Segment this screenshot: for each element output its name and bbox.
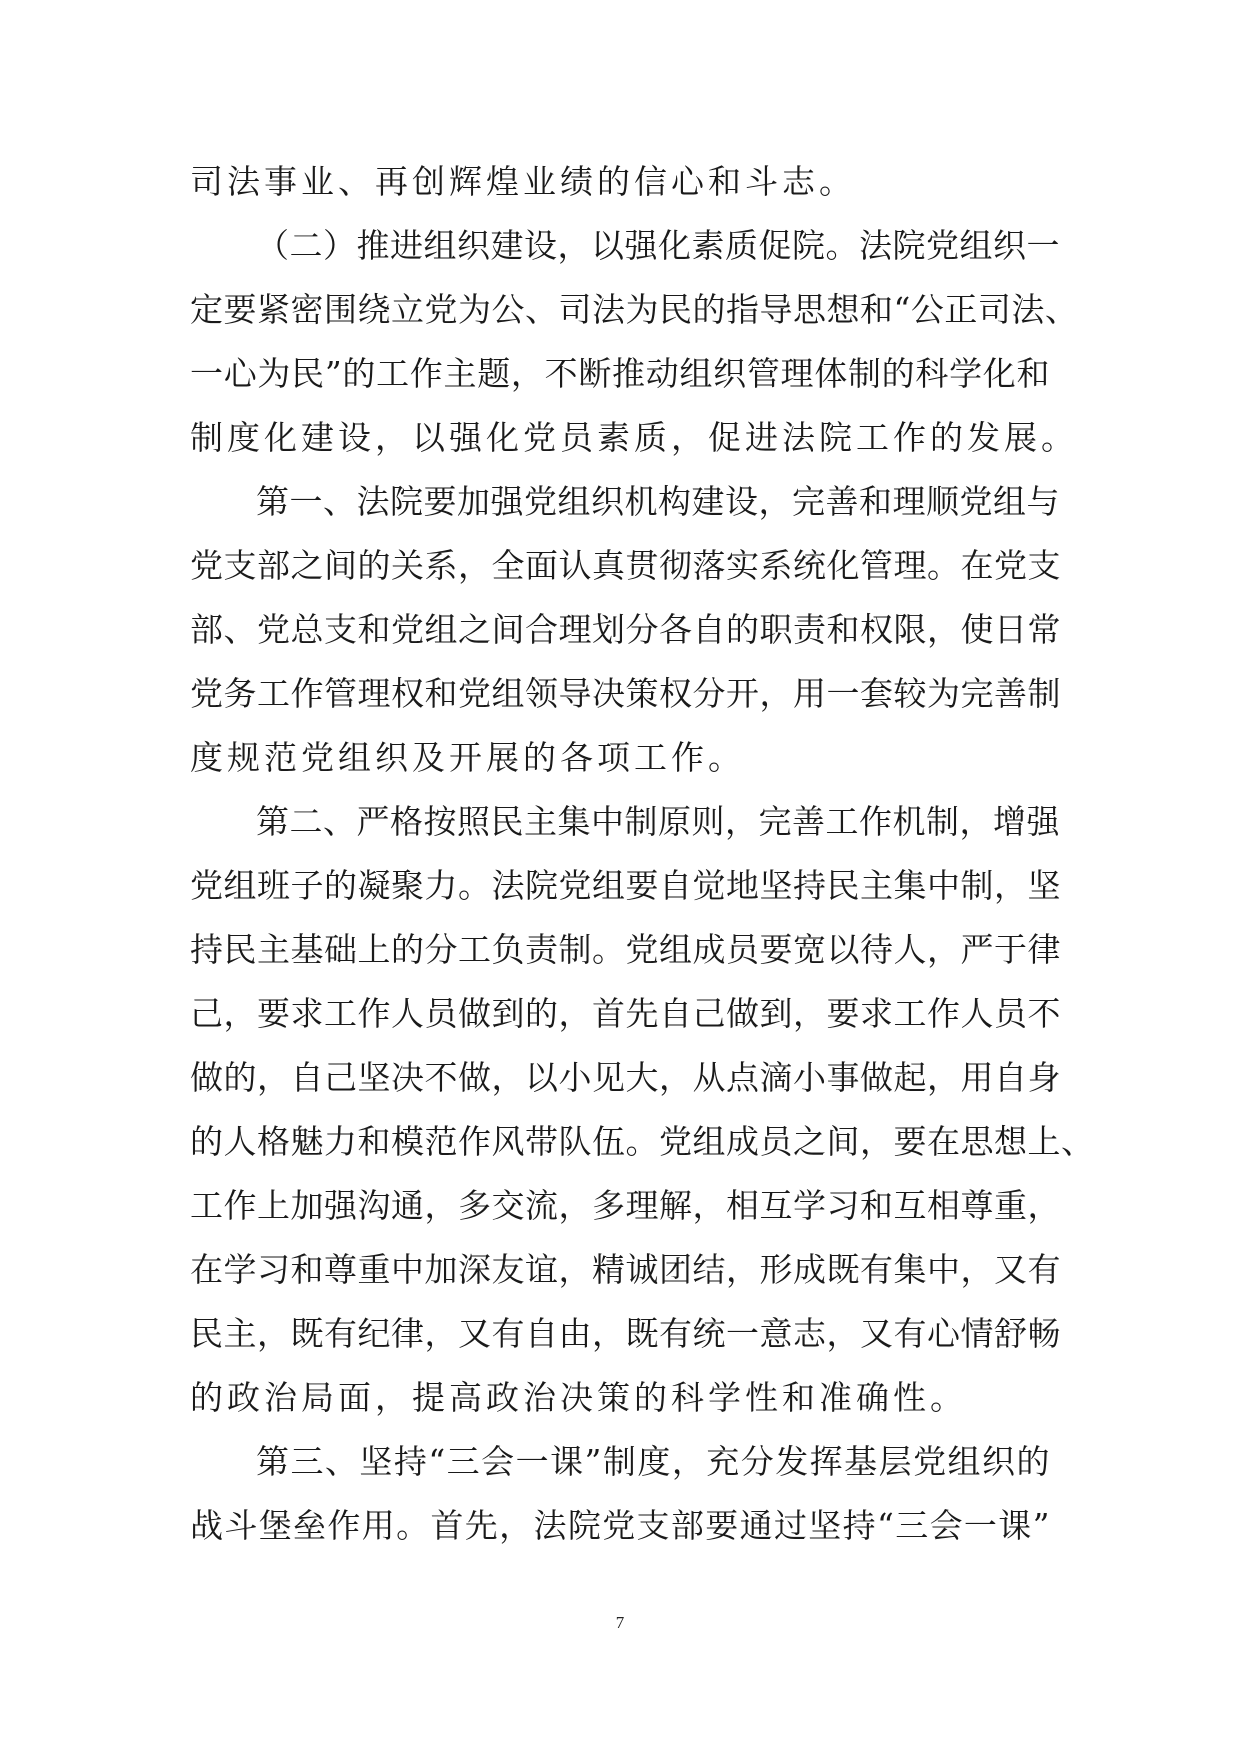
text-line: 制度化建设，以强化党员素质，促进法院工作的发展。 bbox=[190, 418, 1078, 457]
text-line: 党组班子的凝聚力。法院党组要自觉地坚持民主集中制，坚 bbox=[190, 866, 1061, 905]
text-line: 党务工作管理权和党组领导决策权分开，用一套较为完善制 bbox=[190, 674, 1061, 713]
text-line: 的人格魅力和模范作风带队伍。党组成员之间，要在思想上、 bbox=[190, 1122, 1095, 1161]
text-line: 持民主基础上的分工负责制。党组成员要宽以待人，严于律 bbox=[190, 930, 1061, 969]
text-line: 工作上加强沟通，多交流，多理解，相互学习和互相尊重， bbox=[190, 1186, 1061, 1225]
text-line: 党支部之间的关系，全面认真贯彻落实系统化管理。在党支 bbox=[190, 546, 1061, 585]
text-line: 一心为民”的工作主题，不断推动组织管理体制的科学化和 bbox=[190, 354, 1050, 393]
text-line: 己，要求工作人员做到的，首先自己做到，要求工作人员不 bbox=[190, 994, 1061, 1033]
paragraph-first-line: 第三、坚持“三会一课”制度，充分发挥基层党组织的 bbox=[256, 1442, 1050, 1481]
text-line: 度规范党组织及开展的各项工作。 bbox=[190, 738, 745, 777]
text-line: 的政治局面，提高政治决策的科学性和准确性。 bbox=[190, 1378, 967, 1417]
paragraph-first-line: 第二、严格按照民主集中制原则，完善工作机制，增强 bbox=[256, 802, 1060, 841]
section-heading-line: （二）推进组织建设，以强化素质促院。法院党组织一 bbox=[256, 226, 1060, 265]
body-text bbox=[190, 150, 1095, 1558]
text-line: 战斗堡垒作用。首先，法院党支部要通过坚持“三会一课” bbox=[190, 1506, 1050, 1545]
page-number: 7 bbox=[615, 1613, 625, 1632]
text-line: 民主，既有纪律，又有自由，既有统一意志，又有心情舒畅 bbox=[190, 1314, 1061, 1353]
text-line: 在学习和尊重中加深友谊，精诚团结，形成既有集中，又有 bbox=[190, 1250, 1061, 1289]
text-line: 部、党总支和党组之间合理划分各自的职责和权限，使日常 bbox=[190, 610, 1061, 649]
paragraph-first-line: 第一、法院要加强党组织机构建设，完善和理顺党组与 bbox=[256, 482, 1060, 521]
text-line: 定要紧密围绕立党为公、司法为民的指导思想和“公正司法、 bbox=[190, 290, 1079, 329]
text-line: 做的，自己坚决不做，以小见大，从点滴小事做起，用自身 bbox=[190, 1058, 1061, 1097]
text-line: 司法事业、再创辉煌业绩的信心和斗志。 bbox=[190, 162, 856, 201]
